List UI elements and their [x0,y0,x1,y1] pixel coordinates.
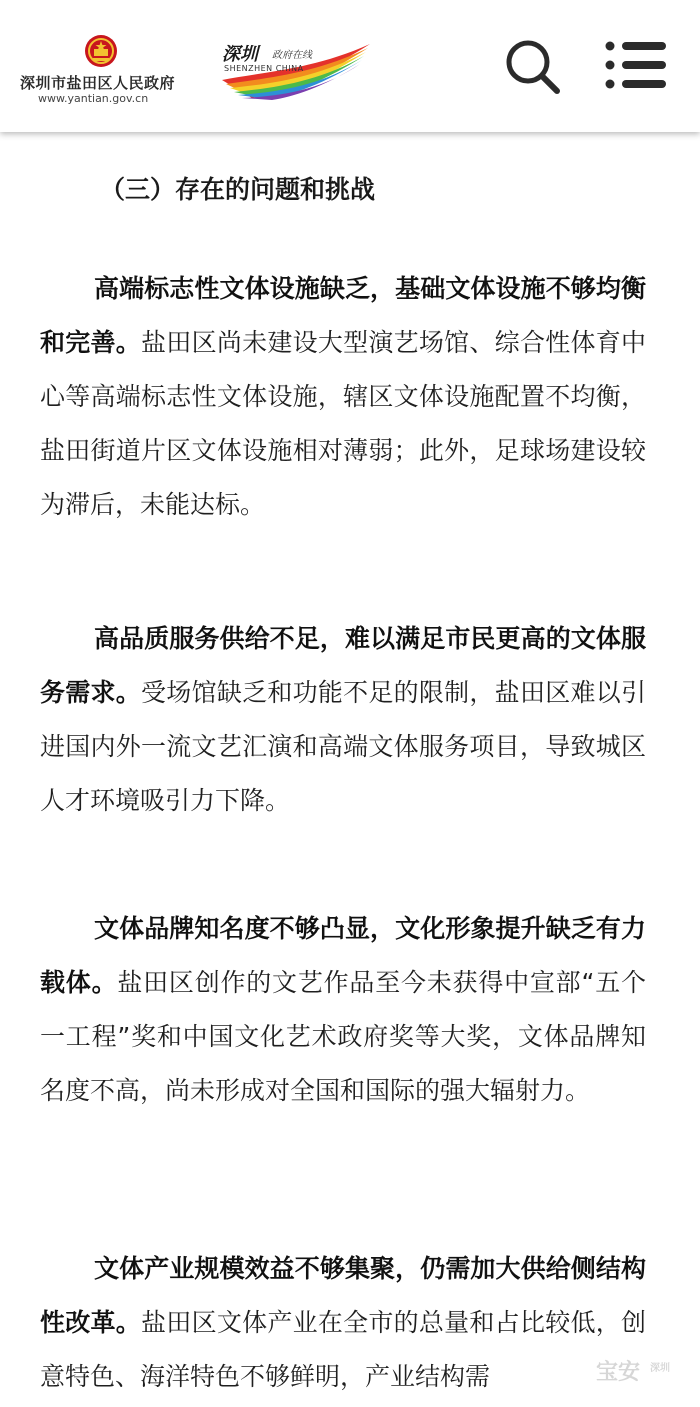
national-emblem-icon [84,34,118,68]
paragraph-lead: 高端标志性文体设施缺乏，基础文体设施不够均衡和完善。 [40,274,646,357]
article-paragraph [40,902,646,1118]
paragraph-body: 盐田区文体产业在全市的总量和占比较低，创意特色、海洋特色不够鲜明，产业结构需 [40,1308,646,1391]
shenzhen-logo-script: 深圳 [222,44,258,65]
search-icon[interactable] [504,38,562,96]
paragraph-body: 盐田区尚未建设大型演艺场馆、综合性体育中心等高端标志性文体设施，辖区文体设施配置不均衡，盐田街道片区文体设施相对薄弱；此外，足球场建设较为滞后，未能达标。 [40,328,646,519]
watermark [596,1355,696,1400]
shenzhen-logo-english: SHENZHEN CHINA [224,64,304,73]
article-paragraph [40,262,646,532]
section-title: （三）存在的问题和挑战 [100,175,376,204]
watermark-small: 深圳 [650,1363,670,1374]
watermark-main: 宝安 [596,1360,641,1385]
article-paragraph [40,612,646,828]
paragraph-body: 受场馆缺乏和功能不足的限制，盐田区难以引进国内外一流文艺汇演和高端文体服务项目，导致城区人才环境吸引力下降。 [40,678,646,815]
government-name: 深圳市盐田区人民政府 [20,74,176,92]
government-url: www.yantian.gov.cn [38,92,149,105]
shenzhen-logo-subtitle: 政府在线 [272,50,312,61]
paragraph-lead: 高品质服务供给不足，难以满足市民更高的文体服务需求。 [40,624,646,707]
top-navigation-bar [0,0,700,132]
article-paragraph [40,1242,646,1404]
article-content [0,132,700,1407]
shenzhen-china-logo[interactable] [222,40,372,102]
paragraph-body: 盐田区创作的文艺作品至今未获得中宣部“五个一工程”奖和中国文化艺术政府奖等大奖，文体品牌知名度不高，尚未形成对全国和国际的强大辐射力。 [40,968,646,1105]
paragraph-lead: 文体品牌知名度不够凸显，文化形象提升缺乏有力载体。 [40,914,646,997]
menu-icon[interactable] [604,40,666,90]
paragraph-lead: 文体产业规模效益不够集聚，仍需加大供给侧结构性改革。 [40,1254,646,1337]
yantian-government-logo[interactable] [20,34,190,104]
